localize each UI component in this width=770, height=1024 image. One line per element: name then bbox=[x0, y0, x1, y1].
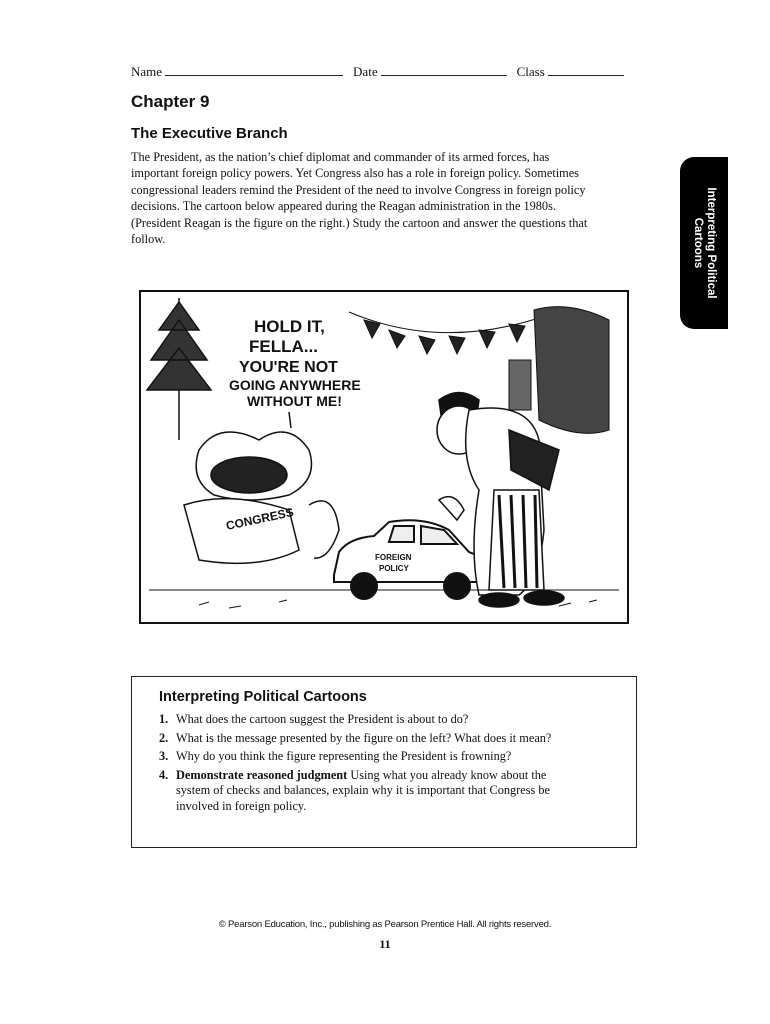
copyright-notice: © Pearson Education, Inc., publishing as Pearson Prentice Hall. All rights reserved. bbox=[218, 919, 552, 930]
questions-box-title: Interpreting Political Cartoons bbox=[159, 689, 367, 705]
political-cartoon bbox=[139, 290, 629, 624]
congress-label: CONGRESS bbox=[224, 504, 295, 533]
class-blank[interactable] bbox=[548, 65, 624, 76]
question-number: 3. bbox=[159, 749, 169, 763]
speech-line-2: FELLA... bbox=[249, 337, 318, 356]
question-lead: Demonstrate reasoned judgment bbox=[176, 767, 348, 782]
name-blank[interactable] bbox=[165, 65, 343, 76]
intro-paragraph: The President, as the nation’s chief diplomat and commander of its armed forces, has important foreign policy powers. Yet Congress also has a role in foreign policy. Sometimes congressional leaders remind the President of the need to involve Congress in foreign policy decisions. The cartoon below appeared during the Reagan administration in the 1980s. (President Reagan is the figure on the right.) Study the cartoon and answer the questions that follow. bbox=[131, 150, 588, 247]
date-label: Date bbox=[353, 64, 378, 79]
question-item bbox=[159, 768, 579, 815]
question-number: 2. bbox=[159, 730, 169, 745]
questions-box bbox=[131, 676, 637, 848]
speech-line-5: WITHOUT ME! bbox=[247, 393, 342, 409]
side-tab-line1: Interpreting Political bbox=[705, 187, 717, 299]
page-number: 11 bbox=[379, 937, 391, 951]
name-label: Name bbox=[131, 64, 163, 79]
question-text: Why do you think the figure representing the President is frowning? bbox=[176, 749, 512, 763]
section-title: The Executive Branch bbox=[131, 125, 288, 142]
question-list bbox=[159, 712, 579, 817]
car-label-foreign: FOREIGN bbox=[375, 553, 412, 562]
side-tab-line2: Cartoons bbox=[692, 217, 704, 269]
question-text: What does the cartoon suggest the President is about to do? bbox=[176, 712, 469, 726]
question-item bbox=[159, 731, 579, 747]
student-info-line bbox=[131, 64, 641, 80]
speech-line-4: GOING ANYWHERE bbox=[229, 377, 361, 393]
question-item bbox=[159, 749, 579, 765]
question-item bbox=[159, 712, 579, 728]
side-tab-text bbox=[691, 187, 717, 298]
question-text: What is the message presented by the figure on the left? What does it mean? bbox=[176, 730, 552, 745]
side-tab bbox=[680, 157, 728, 329]
date-blank[interactable] bbox=[381, 65, 507, 76]
car-label-policy: POLICY bbox=[379, 564, 409, 573]
question-number: 4. bbox=[159, 767, 169, 782]
class-label: Class bbox=[516, 64, 545, 79]
speech-line-3: YOU'RE NOT bbox=[239, 359, 338, 376]
question-text: Using what you already know about the system of checks and balances, explain why it is important that Congress be involved in foreign policy. bbox=[176, 767, 550, 813]
chapter-title: Chapter 9 bbox=[131, 92, 210, 111]
speech-line-1: HOLD IT, bbox=[254, 317, 325, 336]
question-number: 1. bbox=[159, 712, 169, 726]
